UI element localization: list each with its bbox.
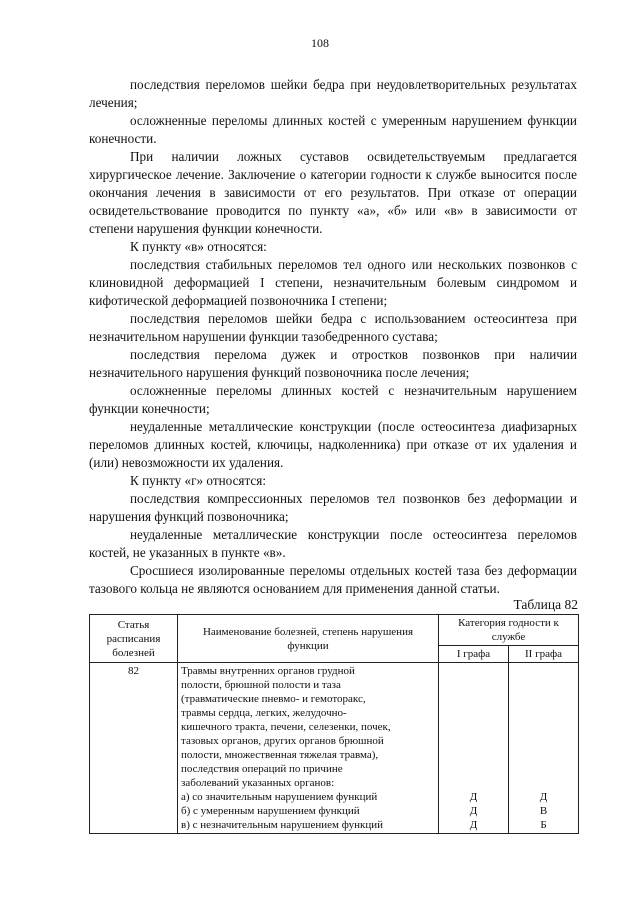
description-line: последствия операций по причине [181,763,343,775]
paragraph: К пункту «в» относятся: [130,239,267,254]
description-line: полости, множественная тяжелая травма), [181,749,379,761]
description-line: травмы сердца, легких, желудочно- [181,707,347,719]
header-column-2: II графа [509,646,579,663]
table-row [90,663,579,834]
header-fitness-category: Категория годности к службе [439,615,579,646]
description-line: а) со значительным нарушением функций [181,791,378,803]
category-value: Д [469,819,478,831]
paragraph: К пункту «г» относятся: [130,473,266,488]
paragraph: осложненные переломы длинных костей с умеренным нарушением функции конечности. [89,113,577,146]
paragraph: неудаленные металлические конструкции (после остеосинтеза диафизарных переломов длинных костей, ключицы, надколенника) при отказе от их удаления и (или) невозможности их удаления. [89,419,577,470]
body-text [89,76,577,598]
paragraph: При наличии ложных суставов освидетельствуемым предлагается хирургическое лечение. Заключение о категории годности к службе выносится после окончания лечения в зависимости от его результатов. При отказе от операции освидетельствование проводится по пункту «а», «б» или «в» в зависимости от степени нарушения функции конечности. [89,149,577,236]
header-article: Статья расписания болезней [90,615,178,663]
paragraph: последствия перелома дужек и отростков позвонков при наличии незначительного нарушения функций позвоночника после лечения; [89,347,577,380]
description-line: (травматические пневмо- и гемоторакс, [181,693,366,705]
category-value: Д [469,791,478,803]
table-header-row [90,615,579,646]
header-disease-name: Наименование болезней, степень нарушения функции [178,615,439,663]
cell-article-number: 82 [90,663,178,834]
paragraph: неудаленные металлические конструкции после остеосинтеза переломов костей, не указанных в пункте «в». [89,527,577,560]
description-line: полости, брюшной полости и таза [181,679,341,691]
header-column-1: I графа [439,646,509,663]
page-number: 108 [311,36,329,50]
cell-column-2-categories [509,663,579,834]
table-caption: Таблица 82 [513,597,578,612]
cell-disease-description [178,663,439,834]
paragraph: осложненные переломы длинных костей с незначительным нарушением функции конечности; [89,383,577,416]
category-value: Д [539,791,548,803]
paragraph: Сросшиеся изолированные переломы отдельных костей таза без деформации тазового кольца не являются основанием для применения данной статьи. [89,563,577,596]
description-line: кишечного тракта, печени, селезенки, почек, [181,721,391,733]
description-line: Травмы внутренних органов грудной [181,665,355,677]
paragraph: последствия переломов шейки бедра при неудовлетворительных результатах лечения; [89,77,577,110]
table-82 [89,614,579,834]
category-value: Б [540,819,547,831]
description-line: заболеваний указанных органов: [181,777,335,789]
description-line: в) с незначительным нарушением функций [181,819,384,831]
paragraph: последствия компрессионных переломов тел позвонков без деформации и нарушения функций позвоночника; [89,491,577,524]
description-line: тазовых органов, других органов брюшной [181,735,384,747]
paragraph: последствия стабильных переломов тел одного или нескольких позвонков с клиновидной деформацией I степени, незначительным болевым синдромом и кифотической деформацией позвоночника I степени; [89,257,577,308]
category-value: В [539,805,548,817]
paragraph: последствия переломов шейки бедра с использованием остеосинтеза при незначительном нарушении функции тазобедренного сустава; [89,311,577,344]
cell-column-1-categories [439,663,509,834]
category-value: Д [469,805,478,817]
description-line: б) с умеренным нарушением функций [181,805,360,817]
